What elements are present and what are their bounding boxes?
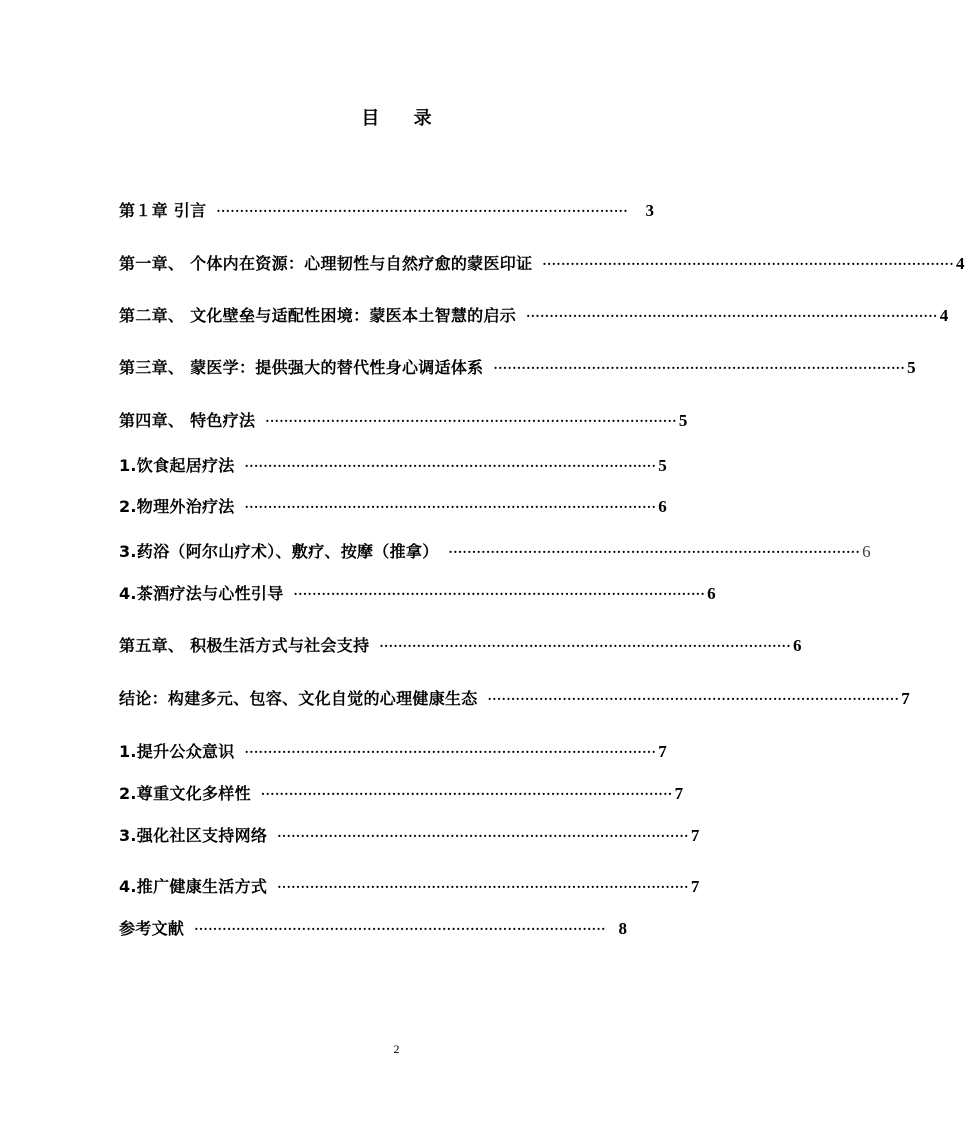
toc-entry-label: 2.尊重文化多样性 (119, 784, 251, 803)
toc-entry-label: 第四章、 特色疗法 (119, 411, 256, 430)
dot-leader: ························································································ (379, 639, 792, 653)
toc-entry-label: 第１章 引言 (119, 201, 207, 220)
toc-entry-page: 7 (690, 826, 700, 845)
dot-leader: ························································································ (487, 692, 900, 706)
toc-entry-chapter-1[interactable] (119, 253, 965, 276)
toc-entry-label: 参考文献 (119, 919, 185, 938)
toc-entry-section-4-4[interactable] (119, 583, 716, 606)
toc-entry-page: 4 (956, 254, 965, 273)
toc-entry-page: 7 (658, 742, 667, 761)
toc-entry-page: 6 (707, 584, 716, 603)
toc-entry-label: 第三章、 蒙医学：提供强大的替代性身心调适体系 (119, 358, 484, 377)
dot-leader: ························································································ (277, 829, 689, 843)
toc-entry-page: 4 (939, 306, 949, 325)
footer-page-number: 2 (393, 1042, 400, 1056)
toc-entry-page: 7 (674, 784, 684, 803)
dot-leader: ························································································ (194, 922, 606, 936)
dot-leader: ························································································ (493, 361, 906, 375)
dot-leader: ························································································ (216, 204, 629, 218)
dot-leader: ························································································ (448, 545, 861, 559)
toc-entry-label: 4.推广健康生活方式 (119, 877, 268, 896)
toc-entry-label: 结论：构建多元、包容、文化自觉的心理健康生态 (119, 689, 478, 708)
toc-entry-page: 7 (901, 689, 910, 708)
toc-entry-conclusion[interactable] (119, 688, 910, 711)
toc-entry-label: 3.药浴（阿尔山疗术）、敷疗、按摩（推拿） (119, 542, 439, 561)
toc-entry-label: 第二章、 文化壁垒与适配性困境：蒙医本土智慧的启示 (119, 306, 517, 325)
dot-leader: ························································································ (244, 459, 657, 473)
toc-entry-label: 第五章、 积极生活方式与社会支持 (119, 636, 370, 655)
toc-entry-conclusion-3[interactable] (119, 825, 700, 848)
toc-entry-page: 6 (793, 636, 802, 655)
toc-entry-chapter-2[interactable] (119, 305, 949, 328)
toc-entry-page: 6 (862, 542, 871, 561)
toc-entry-page: 8 (618, 919, 627, 938)
toc-entry-label: 3.强化社区支持网络 (119, 826, 268, 845)
toc-entry-intro[interactable] (119, 200, 654, 223)
dot-leader: ························································································ (526, 309, 938, 323)
toc-entry-page: 5 (658, 456, 667, 475)
toc-entry-page: 7 (690, 877, 700, 896)
toc-entry-label: 2.物理外治疗法 (119, 497, 235, 516)
toc-entry-chapter-5[interactable] (119, 635, 802, 658)
dot-leader: ························································································ (542, 257, 955, 271)
toc-entry-section-4-2[interactable] (119, 496, 665, 519)
toc-entry-chapter-3[interactable] (119, 357, 916, 380)
toc-entry-section-4-1[interactable] (119, 455, 667, 478)
toc-entry-chapter-4[interactable] (119, 410, 688, 433)
toc-entry-page: 3 (645, 201, 654, 220)
toc-entry-label: 1.提升公众意识 (119, 742, 235, 761)
dot-leader: ························································································ (260, 787, 673, 801)
toc-entry-label: 第一章、 个体内在资源：心理韧性与自然疗愈的蒙医印证 (119, 254, 533, 273)
toc-entry-page: 6 (658, 497, 667, 516)
toc-entry-page: 5 (907, 358, 916, 377)
toc-entry-section-4-3[interactable] (119, 541, 871, 564)
toc-entry-references[interactable] (119, 918, 627, 941)
dot-leader: ························································································ (265, 414, 677, 428)
toc-entry-label: 4.茶酒疗法与心性引导 (119, 584, 284, 603)
toc-entry-label: 1.饮食起居疗法 (119, 456, 235, 475)
dot-leader: ························································································ (277, 880, 689, 894)
toc-entry-page: 5 (678, 411, 688, 430)
dot-leader: ························································································ (244, 500, 657, 514)
toc-entry-conclusion-1[interactable] (119, 741, 667, 764)
dot-leader: ························································································ (293, 587, 706, 601)
dot-leader: ························································································ (244, 745, 657, 759)
toc-entry-conclusion-4[interactable] (119, 876, 700, 899)
toc-title: 目 录 (361, 108, 446, 129)
toc-entry-conclusion-2[interactable] (119, 783, 684, 806)
